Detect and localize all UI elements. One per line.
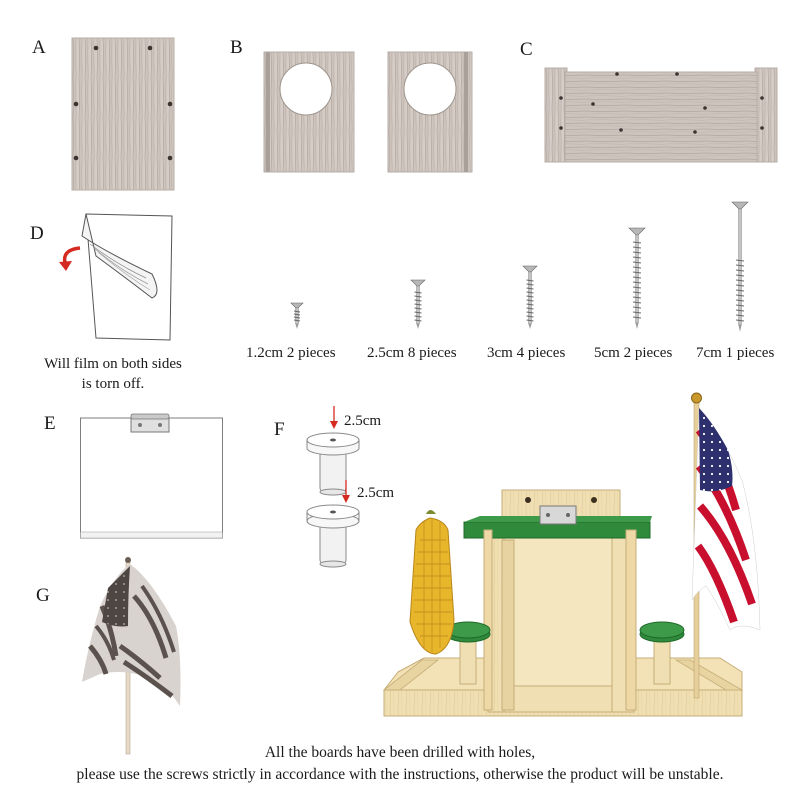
flag-icon <box>80 556 190 756</box>
hinge-icon <box>130 414 170 434</box>
assembled-feeder <box>380 390 775 735</box>
screw-2-5cm-icon <box>410 278 426 330</box>
screw-7cm-icon <box>731 200 749 334</box>
board-b-right <box>388 52 472 172</box>
part-f-letter: F <box>274 419 285 440</box>
acrylic-film-sheet <box>56 212 186 342</box>
red-down-arrow-icon <box>341 480 351 504</box>
screw-1-2cm-icon <box>290 300 304 330</box>
peg-bottom <box>306 502 362 568</box>
film-note-line2: is torn off. <box>81 376 145 392</box>
part-c-letter: C <box>520 39 533 60</box>
screw-5cm-icon <box>628 226 646 330</box>
footer-line2: please use the screws strictly in accordance with the instructions, otherwise the product will be unstable. <box>76 766 724 783</box>
red-down-arrow-icon <box>329 406 339 430</box>
board-a <box>72 38 174 190</box>
board-c <box>545 68 777 164</box>
part-a-letter: A <box>32 37 46 58</box>
red-curved-arrow-icon <box>56 244 86 274</box>
screw-label-4: 5cm 2 pieces <box>594 345 673 361</box>
screw-label-3: 3cm 4 pieces <box>487 345 566 361</box>
film-note <box>20 354 206 394</box>
peg-top <box>306 430 362 496</box>
screw-label-2: 2.5cm 8 pieces <box>367 345 457 361</box>
film-note-line1: Will film on both sides <box>44 356 182 372</box>
peg-size-bottom: 2.5cm <box>357 485 395 501</box>
part-g-letter: G <box>36 585 50 606</box>
peg-size-top: 2.5cm <box>344 413 382 429</box>
part-b-letter: B <box>230 37 243 58</box>
part-e-letter: E <box>44 413 56 434</box>
screw-3cm-icon <box>522 264 538 330</box>
footer-line1: All the boards have been drilled with holes, <box>264 744 536 761</box>
board-b-left <box>264 52 354 172</box>
screw-label-5: 7cm 1 pieces <box>696 345 775 361</box>
part-d-letter: D <box>30 223 44 244</box>
screw-label-1: 1.2cm 2 pieces <box>246 345 336 361</box>
